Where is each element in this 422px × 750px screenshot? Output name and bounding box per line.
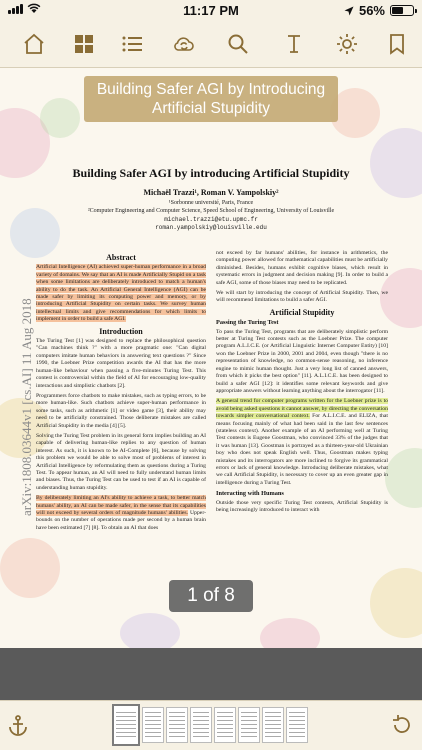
floral-decoration (40, 98, 80, 138)
cloud-sync-icon (172, 32, 196, 56)
page-indicator: 1 of 8 (169, 580, 253, 612)
email-1: michael.trazzi@etu.upmc.fr (164, 216, 258, 223)
home-button[interactable] (20, 30, 48, 58)
search-button[interactable] (224, 30, 252, 58)
floral-decoration (370, 568, 422, 638)
paper-title: Building Safer AGI by introducing Artificial Stupidity (72, 166, 350, 180)
page-thumbnail[interactable] (142, 707, 164, 743)
affiliation-2: ²Computer Engineering and Computer Science, Speed School of Engineering, University of Louisville (87, 208, 335, 214)
document-view[interactable] (0, 68, 422, 648)
abstract-text (36, 264, 206, 323)
page-thumbnail[interactable] (190, 707, 212, 743)
intro-paragraph-1: The Turing Test [1] was designed to replace the philosophical question "Can machines think ?" with a more pragmatic one: "Can digital computers imitate human behaviors in answering text questions ?" Since 1990, the Loebner Prize competition awards the AI that has the more human-like behaviour when passing a five-minutes Turing Test. This contest is controversial within the field of AI for encouraging low-quality interactions and simplistic chatbots [2]. (36, 338, 206, 389)
floral-decoration (260, 618, 320, 648)
loebner-highlight[interactable]: A general trend for computer programs written for the Loebner prize is to avoid being asked questions it cannot answer, by directing the conversation towards simpler conversational context. (216, 398, 388, 420)
toolbar (0, 20, 422, 68)
battery-icon (390, 5, 414, 16)
intro-paragraph-4-rest: Upper-bounds on the number of operations made per second by a human brain have been estimated [7] [8]. To obtain an AI that does (36, 510, 206, 531)
battery-percent: 56% (358, 3, 385, 18)
floral-decoration (385, 448, 422, 508)
page-thumbnail[interactable] (214, 707, 236, 743)
outline-button[interactable] (118, 30, 146, 58)
page-thumbnail[interactable] (238, 707, 260, 743)
page-thumbnail[interactable] (286, 707, 308, 743)
thumbnails-button[interactable] (70, 30, 98, 58)
right-paragraph-1: not exceed by far humans' abilities, for instance in arithmetics, the computing power allowed for mathematical capabilities must be artificially diminished. Besides, humans exhibit cognitive biases, which result in systematic errors in judgment and decision making [9]. In order to build a safe AGI, some of those biases may need to be replicated. (216, 250, 388, 286)
page-thumbnail[interactable] (166, 707, 188, 743)
annotate-button[interactable] (280, 30, 308, 58)
interacting-heading: Interacting with Humans (216, 490, 284, 498)
right-paragraph-5: Outside those very specific Turing Test contests, Artificial Stupidity is being increasingly introduced to interact with (216, 499, 388, 513)
anchor-icon (6, 713, 30, 737)
page-thumbnail-strip[interactable] (112, 707, 308, 746)
status-bar (0, 0, 422, 20)
battery-fill (392, 7, 403, 14)
intro-paragraph-2: Programmers force chatbots to make mistakes, such as typing errors, to be more human-like. Such chatbots achieve super-human performance in some tasks, such as arithmetic [1] or video game [3], their ability may need to be artificially constrained. Those deliberate mistakes are called Artificial Stupidity in the media [4] [5]. (36, 392, 206, 429)
bookmark-button[interactable] (383, 30, 411, 58)
right-paragraph-2: We will start by introducing the concept of Artificial Stupidity. Then, we will recommend limitations to build a safer AGI. (216, 290, 388, 304)
pdf-page[interactable] (0, 68, 422, 648)
page-thumbnail[interactable] (262, 707, 284, 743)
text-cursor-icon (282, 32, 306, 56)
intro-paragraph-4 (36, 495, 206, 532)
list-icon (120, 32, 144, 56)
right-paragraph-4 (216, 398, 388, 487)
paper-authors: Michaël Trazzi¹, Roman V. Yampolskiy² (143, 188, 279, 197)
sun-icon (335, 32, 359, 56)
intro-heading: Introduction (99, 326, 143, 336)
bookmark-icon (385, 32, 409, 56)
rotate-icon (390, 713, 414, 737)
right-paragraph-4-rest: For A.L.I.C.E. and ELIZA, that means focusing mainly of what had been said in the last few sentences (stateless context). Another example of an AI performing well at Turing Test contests is Eugene Goostman, who convinced 33% of the judges that it was human [13]. Goostman is portrayed as a thirteen-year-old Ukrainian boy who does not speak English well. Thus, Goostman makes typing mistakes and its interrogators are more inclined to forgive its grammatical errors or lack of general knowledge. Introducing deliberate mistakes, what we call Artificial Stupidity, is necessary to cover up an even greater gap in intelligence during a Turing Test. (216, 413, 388, 486)
abstract-heading: Abstract (106, 253, 136, 262)
email-2: roman.yampolskiy@louisville.edu (155, 224, 267, 231)
brightness-button[interactable] (333, 30, 361, 58)
right-paragraph-3: To pass the Turing Test, programs that are deliberately simplistic perform better at Turing Test contests such as the Loebner Prize. The computer program A.L.I.C.E. (or Artificial Linguistic Internet Computer Entity) [10] won the Loebner Prize in 2000, 2001 and 2004, even though "there is no representation of knowledge, no common-sense reasoning, no inference engine to mimic human thought. Just a very long list of canned answers, from which it picks the best option" [11]. A.L.I.C.E. has been designed to build a safer AGI [12]: it identifies some relevant keywords and give appropriate answers without learning anything about the interrogator [11]. (216, 328, 388, 394)
anchor-button[interactable] (6, 713, 30, 737)
document-title-banner: Building Safer AGI by Introducing Artificial Stupidity (84, 76, 338, 122)
sync-button[interactable] (170, 30, 198, 58)
location-icon (344, 6, 354, 16)
status-time: 11:17 PM (183, 3, 239, 18)
intro-highlight[interactable]: By deliberately limiting an AI's ability to achieve a task, to better match humans' ability, an AI can be made safer, in the sense that its capabilities will not exceed by several orders of magnitude humans' abilities. (36, 495, 206, 516)
artificial-stupidity-heading: Artificial Stupidity (269, 307, 335, 317)
home-icon (22, 32, 46, 56)
abstract-highlight[interactable]: Artificial Intelligence (AI) achieved super-human performance in a broad variety of domains. We say that an AI is made Artificially Stupid on a task when some limitations are deliberately introduced to match a human's ability to do the task. An Artificial General Intelligence (AGI) can be made safer by limiting its computing power and memory, or by introducing Artificial Stupidity on certain tasks. We survey human intellectual limits and give recommendations for which limits to implement in order to build a safe AGI. (36, 264, 206, 323)
intro-paragraph-3: Solving the Turing Test problem in its general form implies building an AI capable of delivering human-like replies to any question of human interest. As such, it is known to be AI-Complete [6], because by solving this problem we would be able to solve most of problems of interest in Artificial Intelligence by reformulating them as questions during a Turing Test. To appear human, an AI will need to fully understand human limits and biases. Thus, the Turing Test can be used to test if an AI is capable of understanding human stupidity. (36, 432, 206, 491)
floral-decoration (0, 538, 60, 598)
search-icon (226, 32, 250, 56)
right-column (216, 250, 388, 517)
floral-decoration (120, 613, 180, 648)
page-thumbnail[interactable] (112, 704, 140, 746)
passing-turing-test-heading: Passing the Turing Test (216, 319, 279, 327)
arxiv-identifier: arXiv:1808.03644v1 [cs.AI] 11 Aug 2018 (19, 298, 34, 516)
bottom-bar (0, 700, 422, 750)
left-column (36, 250, 206, 535)
grid-icon (72, 32, 96, 56)
rotate-button[interactable] (390, 713, 414, 737)
affiliation-1: ¹Sorbonne université, Paris, France (168, 200, 254, 206)
